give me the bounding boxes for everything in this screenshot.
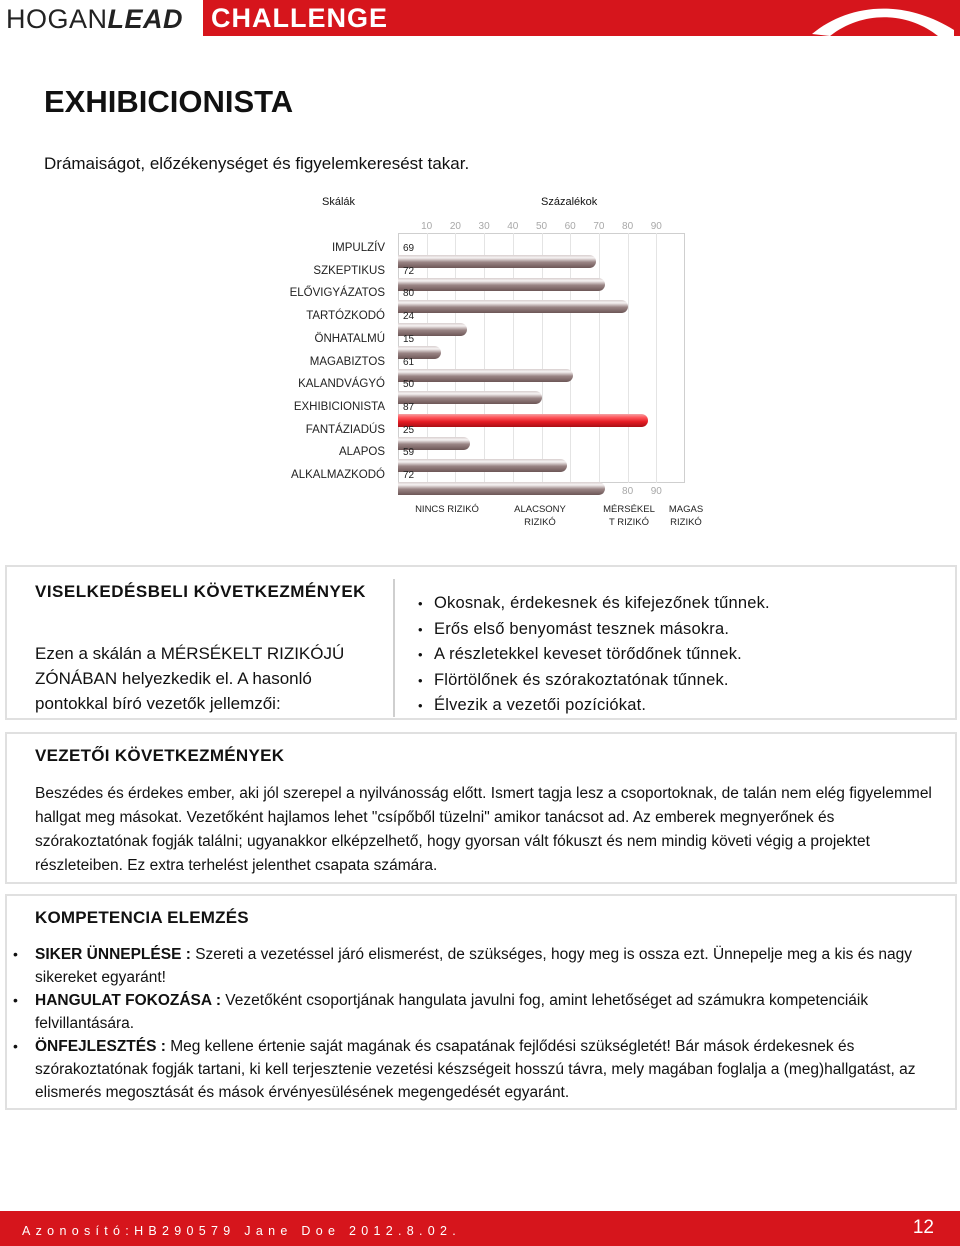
competency-title: KOMPETENCIA ELEMZÉS xyxy=(35,908,249,927)
behavior-list-item: • Okosnak, érdekesnek és kifejezőnek tűnnek. xyxy=(418,591,770,617)
chart-zone-label: NINCS RIZIKÓ xyxy=(415,504,479,515)
chart-category-label: MAGABIZTOS xyxy=(309,355,385,368)
chart-tick-label-top: 90 xyxy=(650,221,662,232)
chart-value-label: 69 xyxy=(403,243,415,254)
leadership-title: VEZETŐI KÖVETKEZMÉNYEK xyxy=(35,746,285,765)
chart-gridline xyxy=(484,233,485,483)
chart-zone-label: ALACSONY RIZIKÓ xyxy=(514,504,566,528)
chart-gridline xyxy=(599,233,600,483)
chart-zone-label: MÉRSÉKEL T RIZIKÓ xyxy=(603,504,655,528)
chart-zone-label: MAGAS RIZIKÓ xyxy=(668,504,704,528)
chart-tick-label-top: 80 xyxy=(622,221,634,232)
chart-tick-label-top: 20 xyxy=(449,221,461,232)
chart-category-label: FANTÁZIADÚS xyxy=(305,423,385,436)
page-title: EXHIBICIONISTA xyxy=(44,84,294,119)
competency-box xyxy=(5,894,957,1110)
chart-category-label: ALKALMAZKODÓ xyxy=(291,469,385,481)
logo-hoganlead xyxy=(6,2,183,36)
chart-value-label: 50 xyxy=(403,379,415,391)
footer xyxy=(0,1211,960,1246)
chart-value-label: 72 xyxy=(403,470,415,481)
chart-value-label: 59 xyxy=(403,447,415,459)
behavior-list-item: • Erős első benyomást tesznek másokra. xyxy=(418,617,770,643)
logo-band xyxy=(203,0,960,36)
chart-gridline xyxy=(628,233,629,483)
chart-bar xyxy=(398,300,628,313)
chart-bar xyxy=(398,255,596,268)
competency-item xyxy=(35,1035,935,1104)
chart-tick-label-top: 30 xyxy=(478,221,490,232)
competency-item-text: Meg kellene értenie saját magának és csapatának fejlődési szükségletét! Bár mások érdekesnek és szórakoztatónak fogják tartani, ki kell terjesztenie vezetési készségeit hosszú távra, mely magában foglalja a (meg)hallgatást, az elismerés megosztását és mások érvényesülésének megengedését egyaránt. xyxy=(35,1038,916,1101)
page-subtitle: Drámaiságot, előzékenységet és figyelemkeresést takar. xyxy=(44,154,470,173)
chart-bar xyxy=(398,414,648,427)
competency-item-label: HANGULAT FOKOZÁSA : xyxy=(35,992,221,1009)
chart-category-label: IMPULZÍV xyxy=(331,242,385,254)
behavior-divider xyxy=(393,579,395,717)
leadership-text: Beszédes és érdekes ember, aki jól szerepel a nyilvánosság előtt. Ismert tagja lesz a csoportoknak, de talán nem elég figyelemmel hallgat meg másokat. Vezetőként hajlamos lehet "csípőből tüzelni" amikor tanácsot ad. Az emberek megnyerőnek és szórakoztatónak fogják találni; ugyanakkor elképzelhető, hogy gyorsan vált fókuszt és nem mindig követi végig a projektet részleteiben. Ez extra terhelést jelenthet csapata számára. xyxy=(35,785,932,874)
chart-bar xyxy=(398,459,567,472)
competency-item xyxy=(35,943,935,989)
chart-gridline xyxy=(656,233,657,483)
chart-category-label: ÖNHATALMÚ xyxy=(314,332,385,345)
chart-bar xyxy=(398,278,605,291)
page-number: 12 xyxy=(912,1217,934,1238)
chart-category-label: EXHIBICIONISTA xyxy=(293,400,385,413)
competency-item-text: Vezetőként csoportjának hangulata javulni fog, amint lehetőséget ad számukra kompetenciáik felvillantására. xyxy=(35,992,869,1032)
behavior-list-item: • A részletekkel keveset törődőnek tűnnek. xyxy=(418,642,770,668)
chart-tick-label-top: 40 xyxy=(507,221,519,232)
chart-gridline xyxy=(542,233,543,483)
chart-category-label: ALAPOS xyxy=(338,446,385,459)
chart-value-label: 25 xyxy=(403,424,415,436)
chart-value-label: 87 xyxy=(403,401,415,413)
competency-item-label: ÖNFEJLESZTÉS : xyxy=(35,1038,166,1055)
chart-tick-label-bottom: 90 xyxy=(650,486,662,497)
behavior-box xyxy=(5,565,957,720)
logo-part-hogan: HOGAN xyxy=(6,4,108,34)
competency-item xyxy=(35,989,935,1035)
chart-value-label: 61 xyxy=(403,356,415,368)
leadership-box xyxy=(5,732,957,884)
behavior-list xyxy=(418,591,770,719)
header xyxy=(0,0,960,36)
footer-identifier: Azonosító:HB290579 Jane Doe 2012.8.02. xyxy=(22,1224,462,1238)
chart-tick-label-top: 70 xyxy=(593,221,605,232)
behavior-list-item: • Flörtölőnek és szórakoztatónak tűnnek. xyxy=(418,668,770,694)
behavior-title: VISELKEDÉSBELI KÖVETKEZMÉNYEK xyxy=(35,582,366,601)
competency-item-label: SIKER ÜNNEPLÉSE : xyxy=(35,946,191,963)
behavior-description: Ezen a skálán a MÉRSÉKELT RIZIKÓJÚ ZÓNÁBAN helyezkedik el. A hasonló pontokkal bíró vezetők jellemzői: xyxy=(35,644,345,713)
chart-tick-label-top: 50 xyxy=(535,221,548,232)
chart-tick-label-bottom: 80 xyxy=(622,486,634,497)
competency-item-text: Szereti a vezetéssel járó elismerést, de szükséges, hogy meg is ossza ezt. Ünnepelje meg a kis és nagy sikereket egyaránt! xyxy=(35,946,912,986)
chart-tick-label-top: 60 xyxy=(564,221,576,232)
chart-right-header: Százalékok xyxy=(541,196,598,208)
chart-value-label: 24 xyxy=(403,311,415,323)
chart-bar xyxy=(398,391,542,404)
chart-tick-label-top: 10 xyxy=(421,221,433,232)
chart-bar xyxy=(398,482,605,495)
logo-challenge: CHALLENGE xyxy=(211,3,388,33)
chart-left-header: Skálák xyxy=(322,196,356,208)
chart-value-label: 80 xyxy=(403,288,415,300)
chart-category-label: SZKEPTIKUS xyxy=(313,264,385,277)
swoosh-logo-icon xyxy=(808,0,958,36)
behavior-list-item: • Élvezik a vezetői pozíciókat. xyxy=(418,693,770,719)
chart-bar xyxy=(398,369,573,382)
chart-category-label: ELŐVIGYÁZATOS xyxy=(289,287,385,300)
chart-value-label: 15 xyxy=(403,333,415,345)
chart-category-label: KALANDVÁGYÓ xyxy=(298,378,385,391)
chart-category-label: TARTÓZKODÓ xyxy=(306,310,385,323)
chart-gridline xyxy=(513,233,514,483)
logo-part-lead: LEAD xyxy=(107,4,184,34)
chart-gridline xyxy=(570,233,571,483)
chart-value-label: 72 xyxy=(403,265,415,277)
competency-list xyxy=(35,943,935,1104)
